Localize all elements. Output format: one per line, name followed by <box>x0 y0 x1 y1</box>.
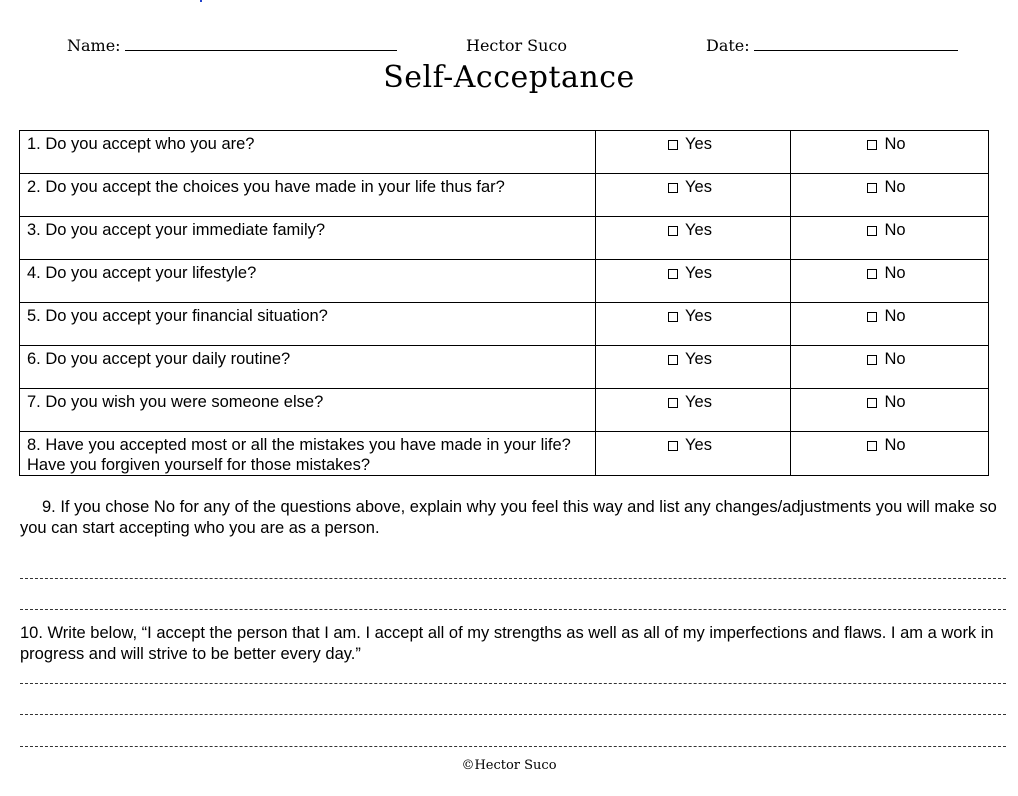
yes-label: Yes <box>685 436 712 454</box>
no-label: No <box>884 436 906 454</box>
worksheet-header <box>0 30 1018 60</box>
question-text: 7. Do you wish you were someone else? <box>20 389 596 432</box>
question-row <box>20 217 989 260</box>
question-9 <box>20 497 1004 539</box>
no-checkbox[interactable] <box>867 355 877 365</box>
yes-option[interactable] <box>596 389 791 432</box>
no-option[interactable] <box>791 260 989 303</box>
yes-label: Yes <box>685 264 712 282</box>
no-label: No <box>884 307 906 325</box>
no-label: No <box>884 178 906 196</box>
yes-option[interactable] <box>596 217 791 260</box>
yes-option[interactable] <box>596 260 791 303</box>
no-option[interactable] <box>791 217 989 260</box>
questions-table <box>19 130 989 476</box>
name-blank-line[interactable] <box>125 36 397 51</box>
question-row <box>20 174 989 217</box>
yes-checkbox[interactable] <box>668 398 678 408</box>
answer-line[interactable] <box>20 746 1006 747</box>
no-option[interactable] <box>791 174 989 217</box>
no-label: No <box>884 264 906 282</box>
question-row <box>20 260 989 303</box>
yes-label: Yes <box>685 221 712 239</box>
question-row <box>20 432 989 476</box>
question-text: 3. Do you accept your immediate family? <box>20 217 596 260</box>
question-text: 1. Do you accept who you are? <box>20 131 596 174</box>
no-label: No <box>884 221 906 239</box>
no-label: No <box>884 135 906 153</box>
no-option[interactable] <box>791 303 989 346</box>
yes-option[interactable] <box>596 131 791 174</box>
no-option[interactable] <box>791 131 989 174</box>
yes-checkbox[interactable] <box>668 269 678 279</box>
answer-line[interactable] <box>20 714 1006 715</box>
no-option[interactable] <box>791 346 989 389</box>
yes-label: Yes <box>685 393 712 411</box>
yes-checkbox[interactable] <box>668 226 678 236</box>
no-checkbox[interactable] <box>867 441 877 451</box>
yes-checkbox[interactable] <box>668 183 678 193</box>
answer-line[interactable] <box>20 683 1006 684</box>
yes-label: Yes <box>685 135 712 153</box>
question-row <box>20 303 989 346</box>
question-text: 8. Have you accepted most or all the mistakes you have made in your life? Have you forgiven yourself for those mistakes? <box>20 432 596 476</box>
yes-checkbox[interactable] <box>668 140 678 150</box>
question-9-text: 9. If you chose No for any of the questions above, explain why you feel this way and list any changes/adjustments you will make so you can start accepting who you are as a person. <box>20 498 997 537</box>
yes-label: Yes <box>685 178 712 196</box>
yes-label: Yes <box>685 350 712 368</box>
answer-line[interactable] <box>20 609 1006 610</box>
yes-checkbox[interactable] <box>668 441 678 451</box>
no-checkbox[interactable] <box>867 226 877 236</box>
answer-line[interactable] <box>20 578 1006 579</box>
date-blank-line[interactable] <box>754 36 958 51</box>
no-checkbox[interactable] <box>867 183 877 193</box>
yes-option[interactable] <box>596 432 791 476</box>
question-text: 2. Do you accept the choices you have made in your life thus far? <box>20 174 596 217</box>
yes-option[interactable] <box>596 303 791 346</box>
question-10-text: 10. Write below, “I accept the person that I am. I accept all of my strengths as well as all of my imperfections and flaws. I am a work in progress and will strive to be better every day.” <box>20 624 994 663</box>
no-checkbox[interactable] <box>867 140 877 150</box>
question-text: 5. Do you accept your financial situation? <box>20 303 596 346</box>
copyright-footer: ©Hector Suco <box>461 758 557 773</box>
date-label: Date: <box>706 36 750 55</box>
no-option[interactable] <box>791 389 989 432</box>
no-option[interactable] <box>791 432 989 476</box>
yes-option[interactable] <box>596 174 791 217</box>
stray-dot <box>200 0 202 2</box>
page-title: Self-Acceptance <box>383 60 635 95</box>
yes-label: Yes <box>685 307 712 325</box>
yes-checkbox[interactable] <box>668 312 678 322</box>
question-row <box>20 389 989 432</box>
name-field[interactable] <box>67 36 397 55</box>
question-text: 6. Do you accept your daily routine? <box>20 346 596 389</box>
no-checkbox[interactable] <box>867 269 877 279</box>
question-text: 4. Do you accept your lifestyle? <box>20 260 596 303</box>
question-10 <box>20 623 1004 665</box>
date-field[interactable] <box>706 36 958 55</box>
name-label: Name: <box>67 36 121 55</box>
question-row <box>20 131 989 174</box>
no-label: No <box>884 393 906 411</box>
no-label: No <box>884 350 906 368</box>
yes-option[interactable] <box>596 346 791 389</box>
no-checkbox[interactable] <box>867 312 877 322</box>
question-row <box>20 346 989 389</box>
header-author: Hector Suco <box>466 36 568 55</box>
no-checkbox[interactable] <box>867 398 877 408</box>
yes-checkbox[interactable] <box>668 355 678 365</box>
